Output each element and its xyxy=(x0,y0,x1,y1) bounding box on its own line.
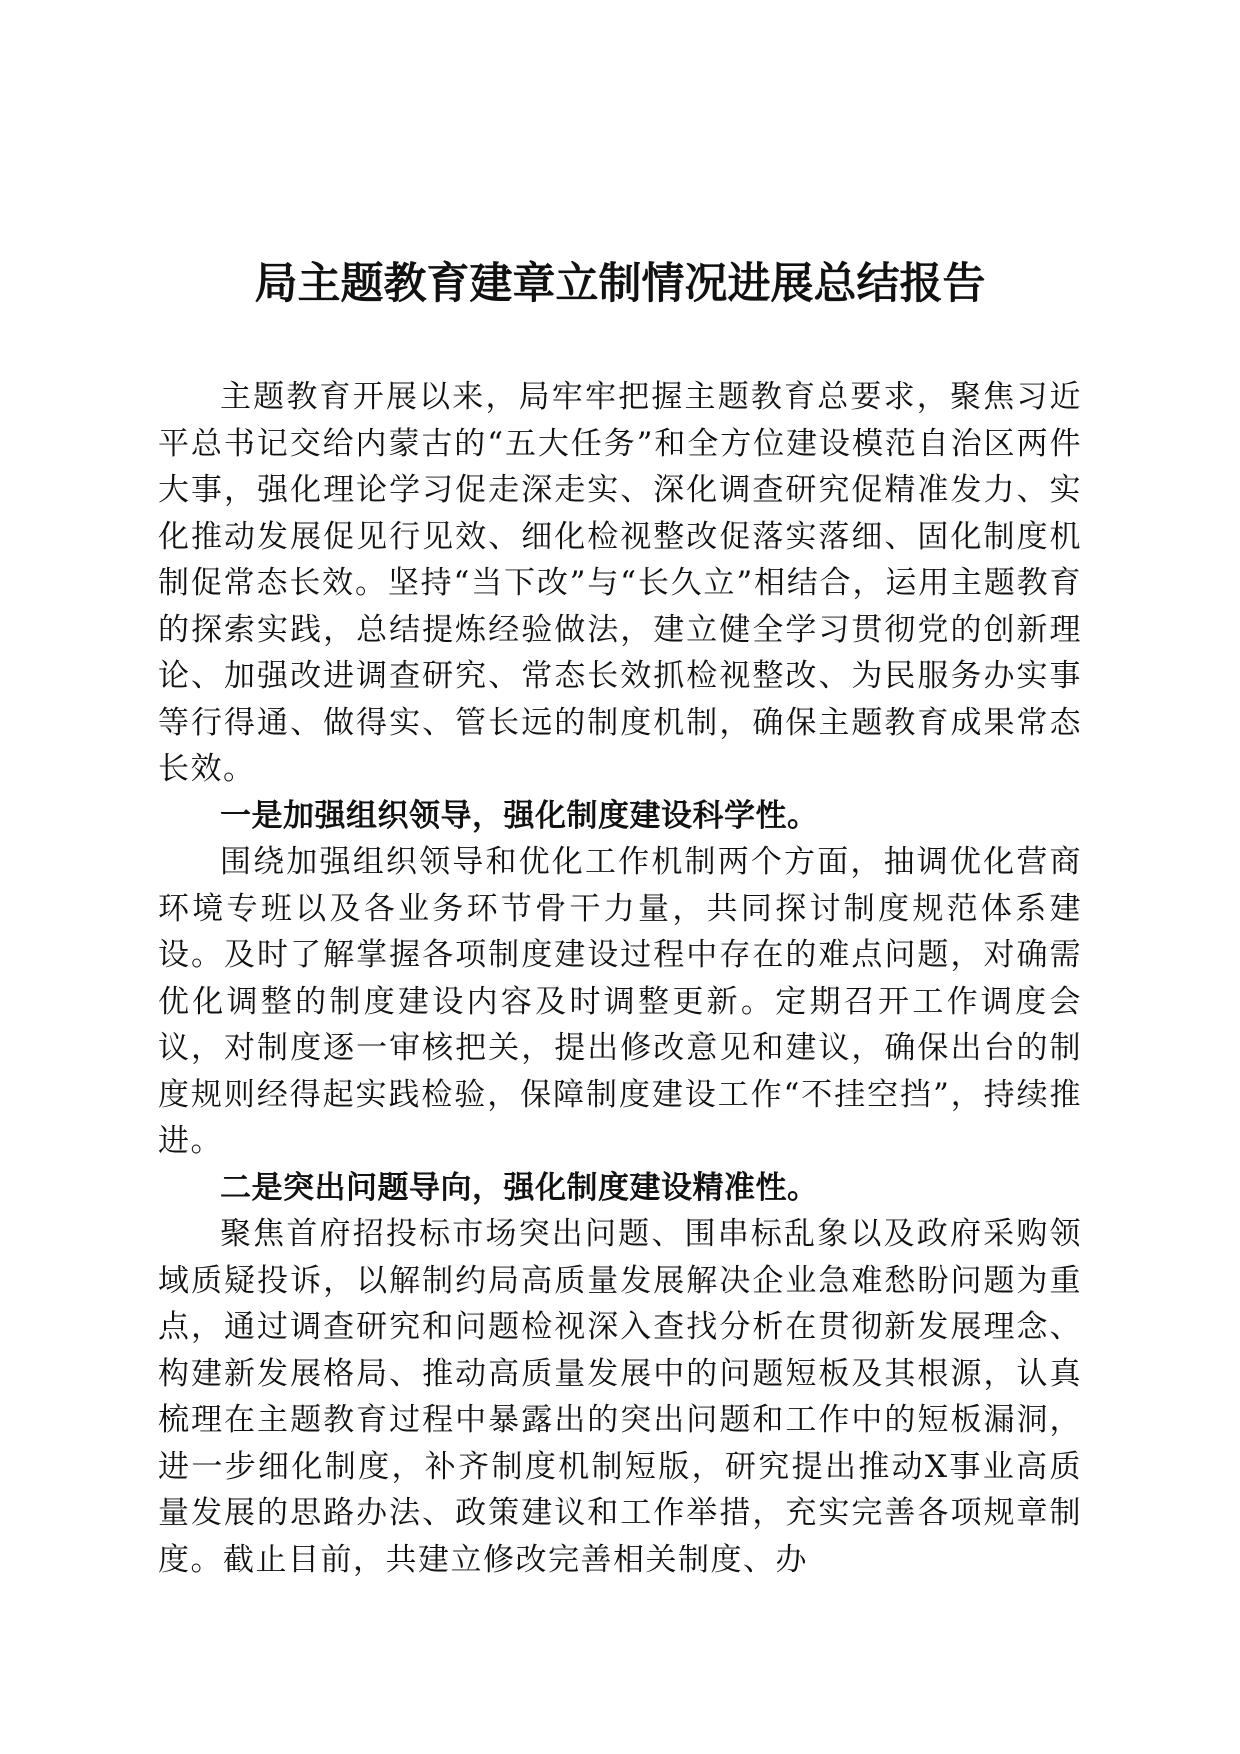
section-heading-2: 二是突出问题导向，强化制度建设精准性。 xyxy=(220,1169,819,1206)
intro-paragraph: 主题教育开展以来，局牢牢把握主题教育总要求，聚焦习近平总书记交给内蒙古的“五大任务”和全方位建设模范自治区两件大事，强化理论学习促走深走实、深化调查研究促精准发力、实化推动发展促见行见效、细化检视整改促落实落细、固化制度机制促常态长效。坚持“当下改”与“长久立”相结合，运用主题教育的探索实践，总结提炼经验做法，建立健全学习贯彻党的创新理论、加强改进调查研究、常态长效抓检视整改、为民服务办实事等行得通、做得实、管长远的制度机制，确保主题教育成果常态长效。 xyxy=(158,379,1082,787)
document-title: 局主题教育建章立制情况进展总结报告 xyxy=(254,259,986,309)
section-heading-1: 一是加强组织领导，强化制度建设科学性。 xyxy=(220,797,819,834)
section-1-paragraph: 围绕加强组织领导和优化工作机制两个方面，抽调优化营商环境专班以及各业务环节骨干力量，共同探讨制度规范体系建设。及时了解掌握各项制度建设过程中存在的难点问题，对确需优化调整的制度建设内容及时调整更新。定期召开工作调度会议，对制度逐一审核把关，提出修改意见和建议，确保出台的制度规则经得起实践检验，保障制度建设工作“不挂空挡”，持续推进。 xyxy=(158,844,1082,1159)
section-2-paragraph: 聚焦首府招投标市场突出问题、围串标乱象以及政府采购领域质疑投诉，以解制约局高质量发展解决企业急难愁盼问题为重点，通过调查研究和问题检视深入查找分析在贯彻新发展理念、构建新发展格局、推动高质量发展中的问题短板及其根源，认真梳理在主题教育过程中暴露出的突出问题和工作中的短板漏洞，进一步细化制度，补齐制度机制短版，研究提出推动X事业高质量发展的思路办法、政策建议和工作举措，充实完善各项规章制度。截止目前，共建立修改完善相关制度、办 xyxy=(158,1216,1082,1578)
document-body xyxy=(158,374,1082,1583)
